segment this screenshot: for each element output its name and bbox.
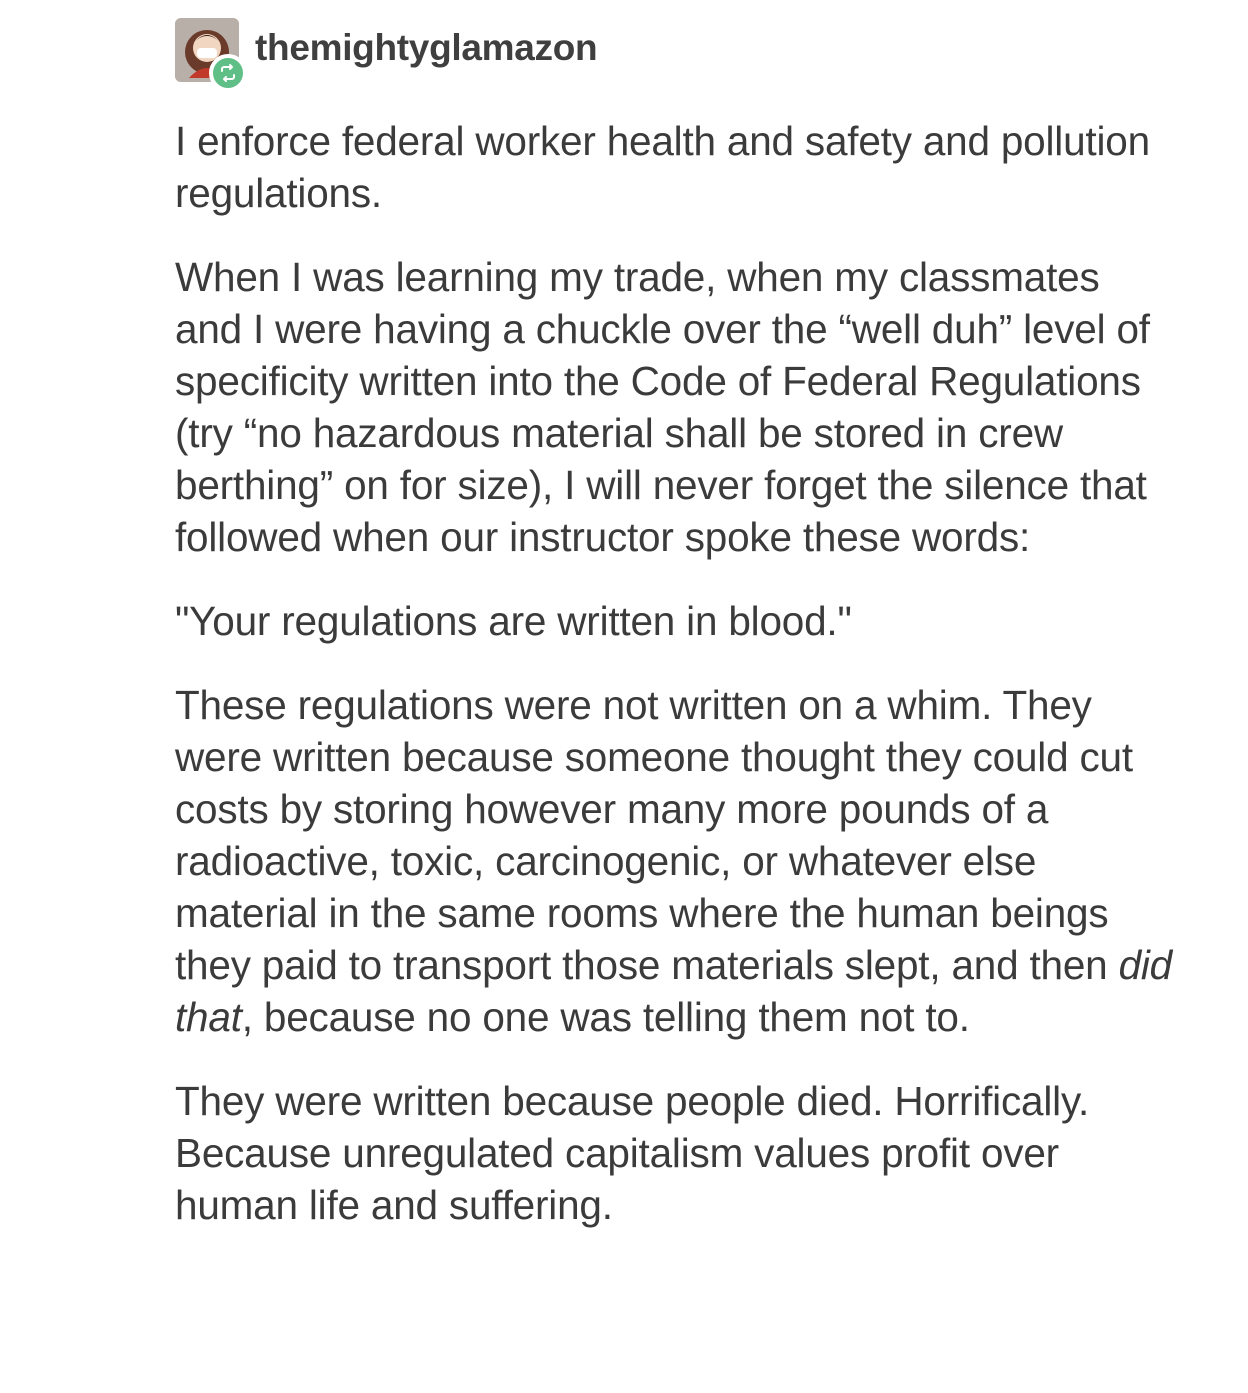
paragraph-1: I enforce federal worker health and safety and pollution regulations. <box>175 118 1150 216</box>
avatar-wrapper[interactable] <box>175 18 239 82</box>
paragraph-3-quote: "Your regulations are written in blood." <box>175 598 852 644</box>
reblog-icon <box>209 54 247 92</box>
paragraph-2: When I was learning my trade, when my classmates and I were having a chuckle over the “well duh” level of specificity written into the Code of Federal Regulations (try “no hazardous material shall be stored in crew berthing” on for size), I will never forget the silence that followed when our instructor spoke these words: <box>175 254 1150 560</box>
paragraph-4-after: , because no one was telling them not to. <box>241 994 970 1040</box>
tumblr-post <box>175 15 1175 1263</box>
paragraph-4-italic: did that <box>175 942 1173 1040</box>
post-header <box>175 15 1175 85</box>
paragraph-5: They were written because people died. Horrifically. Because unregulated capitalism values profit over human life and suffering. <box>175 1078 1090 1228</box>
post-body <box>175 115 1175 1231</box>
paragraph-4-before: These regulations were not written on a whim. They were written because someone thought they could cut costs by storing however many more pounds of a radioactive, toxic, carcinogenic, or whatever else material in the same rooms where the human beings they paid to transport those materials slept, and then <box>175 682 1133 988</box>
paragraph-4 <box>175 679 1175 1043</box>
post-username[interactable]: themightyglamazon <box>255 27 598 68</box>
